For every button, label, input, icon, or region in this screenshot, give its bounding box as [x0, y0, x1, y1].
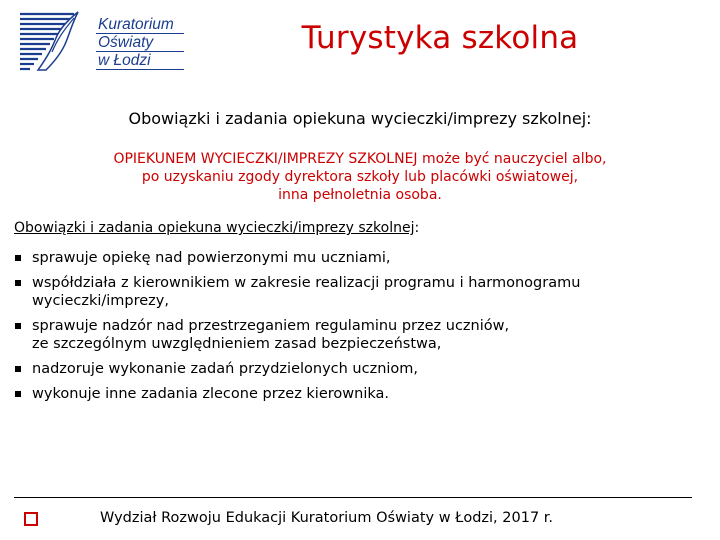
logo-line: Oświaty — [96, 34, 184, 52]
square-bullet-icon — [15, 280, 21, 286]
logo-line: w Łodzi — [96, 52, 184, 70]
duties-list — [14, 249, 694, 410]
square-bullet-icon — [15, 323, 21, 329]
definition-text — [40, 150, 680, 204]
list-item-line: nadzoruje wykonanie zadań przydzielonych uczniom, — [32, 361, 419, 377]
torch-flame-logo-icon — [18, 8, 94, 72]
definition-line: po uzyskaniu zgody dyrektora szkoły lub placówki oświatowej, — [141, 169, 579, 185]
list-item — [14, 317, 694, 353]
logo-text — [96, 16, 184, 70]
list-item-line: sprawuje nadzór nad przestrzeganiem regulaminu przez uczniów, — [32, 318, 510, 334]
square-bullet-icon — [15, 391, 21, 397]
list-heading — [14, 220, 419, 236]
footer-text: Wydział Rozwoju Edukacji Kuratorium Oświaty w Łodzi, 2017 r. — [100, 510, 554, 526]
list-item — [14, 360, 694, 378]
definition-line: inna pełnoletnia osoba. — [278, 187, 442, 203]
list-heading-text: Obowiązki i zadania opiekuna wycieczki/imprezy szkolnej — [14, 220, 415, 236]
list-item — [14, 249, 694, 267]
list-item-line: wykonuje inne zadania zlecone przez kierownika. — [32, 386, 389, 402]
square-bullet-icon — [15, 366, 21, 372]
list-item-line: wycieczki/imprezy, — [32, 293, 169, 309]
list-item — [14, 274, 694, 310]
list-item-line: sprawuje opiekę nad powierzonymi mu uczniami, — [32, 250, 391, 266]
list-heading-colon: : — [414, 220, 420, 236]
square-bullet-icon — [15, 255, 21, 261]
list-item-line: ze szczególnym uwzględnieniem zasad bezpieczeństwa, — [32, 336, 442, 352]
definition-line: OPIEKUNEM WYCIECZKI/IMPREZY SZKOLNEJ może być nauczyciel albo, — [113, 151, 607, 167]
logo-line: Kuratorium — [96, 16, 184, 34]
slide-title: Turystyka szkolna — [301, 20, 579, 56]
hollow-square-bullet-icon — [24, 512, 38, 526]
list-item — [14, 385, 694, 403]
list-item-line: współdziała z kierownikiem w zakresie realizacji programu i harmonogramu — [32, 275, 581, 291]
footer-divider — [14, 497, 692, 498]
kuratorium-logo — [18, 8, 190, 74]
slide-subtitle: Obowiązki i zadania opiekuna wycieczki/imprezy szkolnej: — [128, 109, 592, 128]
